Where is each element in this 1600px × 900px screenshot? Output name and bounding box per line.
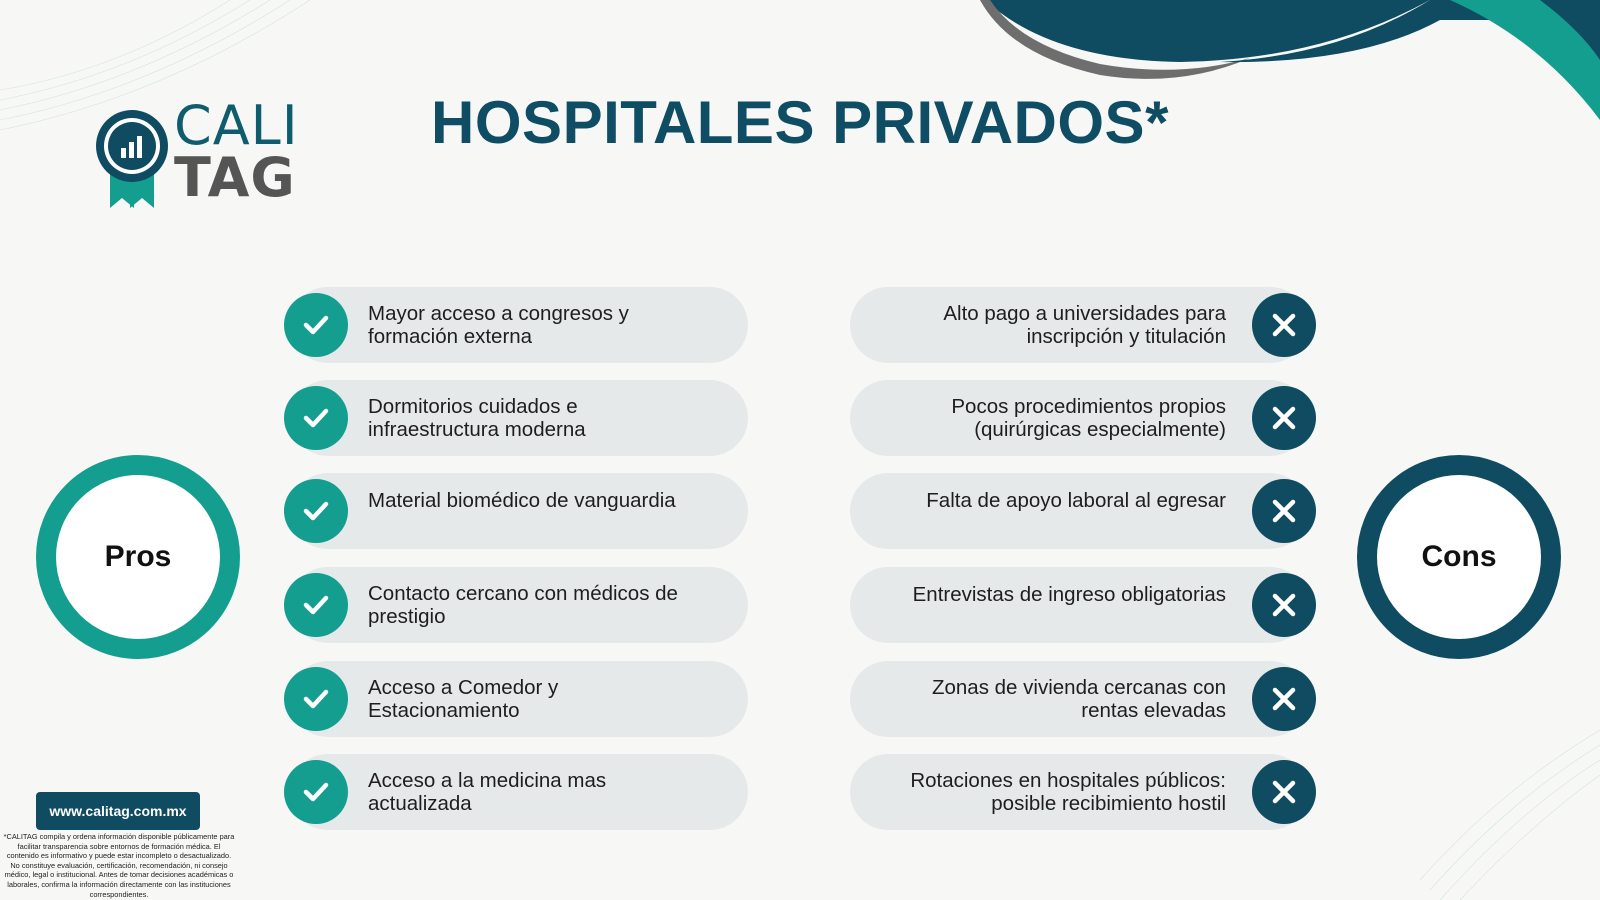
con-item-line: Alto pago a universidades para [943, 302, 1226, 325]
close-icon [1252, 573, 1316, 637]
calitag-logo [92, 94, 312, 218]
pro-item-line: Acceso a Comedor y [368, 676, 559, 699]
pro-item-line: formación externa [368, 325, 533, 348]
page-title: HOSPITALES PRIVADOS* [431, 89, 1169, 156]
pro-item [290, 661, 748, 737]
check-icon [284, 667, 348, 731]
con-item-line: Pocos procedimientos propios [951, 395, 1226, 418]
pro-item-line: infraestructura moderna [368, 418, 586, 441]
close-icon [1252, 479, 1316, 543]
close-icon [1252, 760, 1316, 824]
con-item-line: inscripción y titulación [1026, 325, 1226, 348]
pro-item-line: Contacto cercano con médicos de [368, 582, 678, 605]
check-icon [284, 386, 348, 450]
cons-circle [1357, 455, 1561, 659]
disclaimer-text: *CALITAG compila y ordena información disponible públicamente para facilitar transparencia sobre entornos de formación médica. El contenido es informativo y puede estar incompleto o desactualizado. No constituye evaluación, certificación, recomendación, ni consejo médico, legal o institucional. Antes de tomar decisiones académicas o laborales, confirma la información directamente con las instituciones correspondientes. [3, 832, 235, 899]
pro-item-line: actualizada [368, 792, 472, 815]
pro-item [290, 754, 748, 830]
pro-item [290, 473, 748, 549]
website-url: www.calitag.com.mx [49, 803, 187, 819]
pro-item-line: Dormitorios cuidados e [368, 395, 578, 418]
close-icon [1252, 386, 1316, 450]
pros-circle [36, 455, 240, 659]
pro-item [290, 567, 748, 643]
pro-item-line: Estacionamiento [368, 699, 520, 722]
pro-item-line: Material biomédico de vanguardia [368, 489, 676, 512]
con-item-line: rentas elevadas [1081, 699, 1226, 722]
check-icon [284, 573, 348, 637]
con-item-line: (quirúrgicas especialmente) [974, 418, 1226, 441]
check-icon [284, 293, 348, 357]
pro-item-line: prestigio [368, 605, 446, 628]
pros-label: Pros [104, 540, 172, 573]
pro-item [290, 380, 748, 456]
logo-tag: TAG [174, 146, 296, 209]
con-item [850, 473, 1308, 549]
check-icon [284, 479, 348, 543]
con-item-line: Zonas de vivienda cercanas con [931, 676, 1226, 699]
cons-label: Cons [1421, 540, 1497, 573]
con-item [850, 567, 1308, 643]
con-item [850, 661, 1308, 737]
con-item [850, 287, 1308, 363]
close-icon [1252, 667, 1316, 731]
con-item-line: Falta de apoyo laboral al egresar [926, 489, 1226, 512]
con-item [850, 380, 1308, 456]
logo-wordmark [174, 94, 299, 209]
pro-item-line: Acceso a la medicina mas [368, 769, 607, 792]
website-link[interactable] [36, 792, 200, 830]
pro-item-line: Mayor acceso a congresos y [368, 302, 629, 325]
con-item-line: posible recibimiento hostil [991, 792, 1226, 815]
con-item [850, 754, 1308, 830]
pro-item [290, 287, 748, 363]
logo-cali: CALI [174, 94, 299, 157]
check-icon [284, 760, 348, 824]
con-item-line: Entrevistas de ingreso obligatorias [912, 583, 1226, 606]
con-item-line: Rotaciones en hospitales públicos: [910, 769, 1226, 792]
close-icon [1252, 293, 1316, 357]
bar-chart-icon [92, 108, 172, 218]
